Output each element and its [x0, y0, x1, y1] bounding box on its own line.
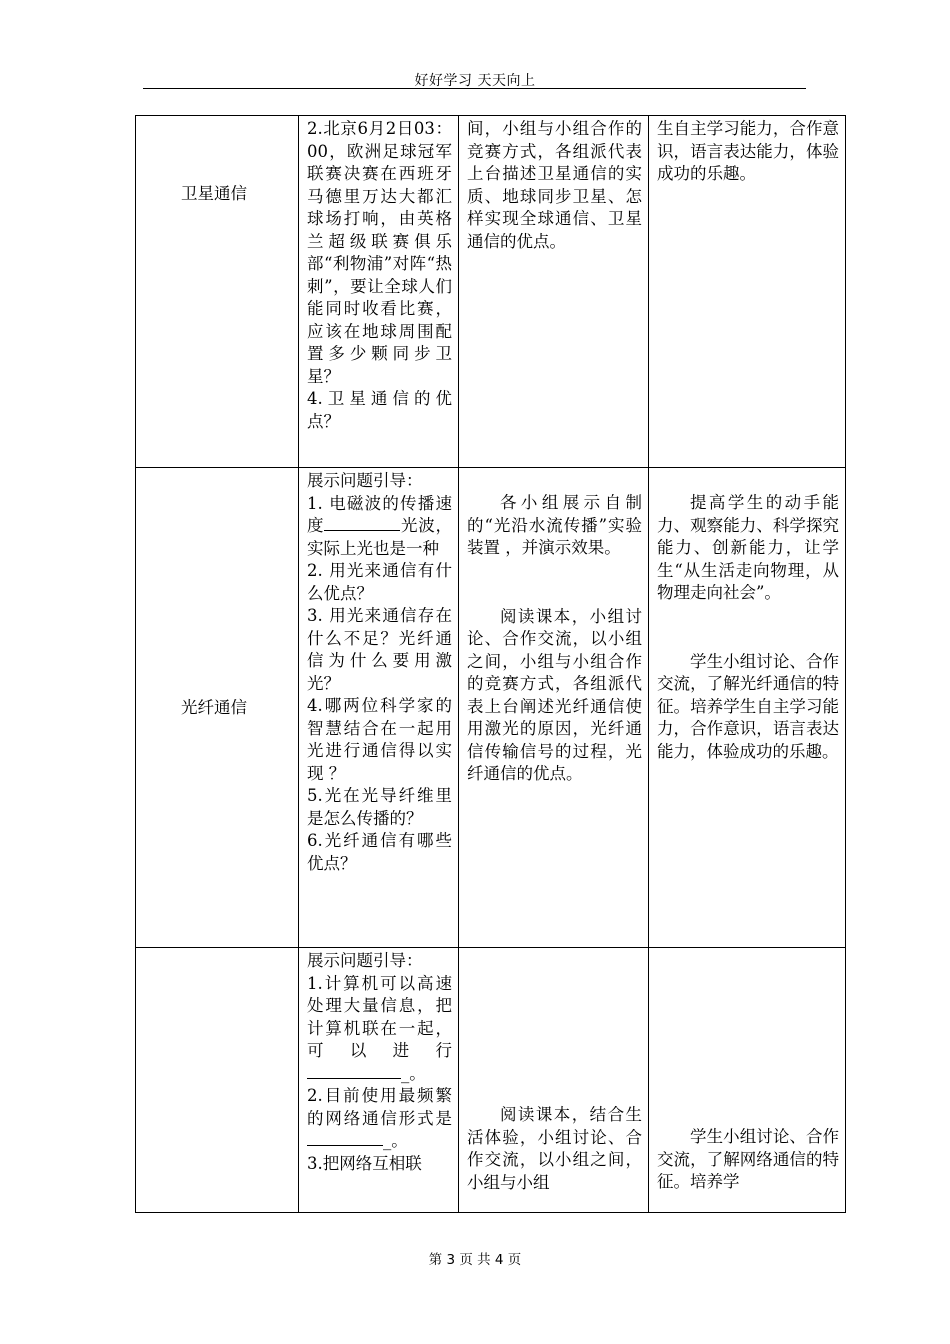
table-row-satellite — [136, 116, 846, 468]
question-item: 1. 电磁波的传播速度 光波，实际上光也是一种 — [307, 493, 452, 558]
table-row-network — [136, 948, 846, 1213]
page-number: 第 3 页 共 4 页 — [428, 1252, 522, 1268]
activity-cell — [459, 468, 649, 948]
question-item: 4.卫星通信的优点？ — [307, 389, 452, 431]
activity-cell — [459, 116, 649, 468]
questions-intro: 展示问题引导： — [307, 471, 423, 490]
question-item: 5.光在光导纤维里是怎么传播的？ — [307, 786, 452, 828]
questions-cell — [299, 468, 459, 948]
questions-cell — [299, 948, 459, 1213]
question-item: 2.北京6月2日03：00，欧洲足球冠军联赛决赛在西班牙马德里万达大都汇球场打响，由英格兰超级联赛俱乐部“利物浦”对阵“热刺”，要让全球人们能同时收看比赛，应该在地球周围配置多少颗同步卫星？ — [307, 119, 452, 386]
topic-cell — [136, 468, 299, 948]
activity-text: 间，小组与小组合作的竞赛方式，各组派代表上台描述卫星通信的实质、地球同步卫星、怎样实现全球通信、卫星通信的优点。 — [467, 119, 642, 251]
activity-cell — [459, 948, 649, 1213]
fill-blank — [324, 515, 400, 531]
header-divider — [143, 88, 806, 89]
topic-label: 光纤通信 — [181, 698, 247, 718]
question-item: 3. 用光来通信存在什么不足？光纤通信为什么要用激光？ — [307, 606, 452, 693]
question-item: 2.目前使用最频繁的网络通信形式是 _。 — [307, 1086, 452, 1150]
fill-blank — [307, 1130, 383, 1146]
topic-cell — [136, 116, 299, 468]
intent-text: 生自主学习能力，合作意识，语言表达能力，体验成功的乐趣。 — [657, 119, 839, 183]
intent-text: 学生小组讨论、合作交流，了解光纤通信的特征。培养学生自主学习能力，合作意识，语言表达能力，体验成功的乐趣。 — [657, 651, 839, 761]
topic-cell — [136, 948, 299, 1213]
intent-cell — [649, 116, 846, 468]
activity-text: 阅读课本，小组讨论、合作交流，以小组之间，小组与小组合作的竞赛方式，各组派代表上台阐述光纤通信使用激光的原因，光纤通信传输信号的过程，光纤通信的优点。 — [467, 606, 642, 783]
page-header-title: 好好学习 天天向上 — [414, 73, 536, 89]
intent-cell — [649, 468, 846, 948]
intent-cell — [649, 948, 846, 1213]
activity-text: 各小组展示自制的“光沿水流传播”实验装置 ，并演示效果。 — [467, 493, 642, 557]
lesson-plan-table — [135, 115, 846, 1213]
question-item: 6.光纤通信有哪些优点？ — [307, 831, 452, 873]
question-item: 1.计算机可以高速处理大量信息，把计算机联在一起，可以进行 _。 — [307, 973, 452, 1083]
question-item: 2. 用光来通信有什么优点？ — [307, 561, 452, 603]
fill-blank — [307, 1063, 401, 1079]
question-item: 3.把网络互相联 — [307, 1153, 422, 1173]
activity-text: 阅读课本，结合生活体验，小组讨论、合作交流，以小组之间，小组与小组 — [467, 1105, 642, 1192]
table-row-fiber — [136, 468, 846, 948]
question-item: 4.哪两位科学家的智慧结合在一起用光进行通信得以实现 ？ — [307, 696, 452, 783]
questions-cell — [299, 116, 459, 468]
intent-text: 学生小组讨论、合作交流，了解网络通信的特征。培养学 — [657, 1127, 839, 1191]
topic-label: 卫星通信 — [181, 184, 247, 204]
questions-intro: 展示问题引导： — [307, 951, 423, 970]
intent-text: 提高学生的动手能力、观察能力、科学探究能力、创新能力，让学生“从生活走向物理，从物理走向社会”。 — [657, 493, 839, 602]
